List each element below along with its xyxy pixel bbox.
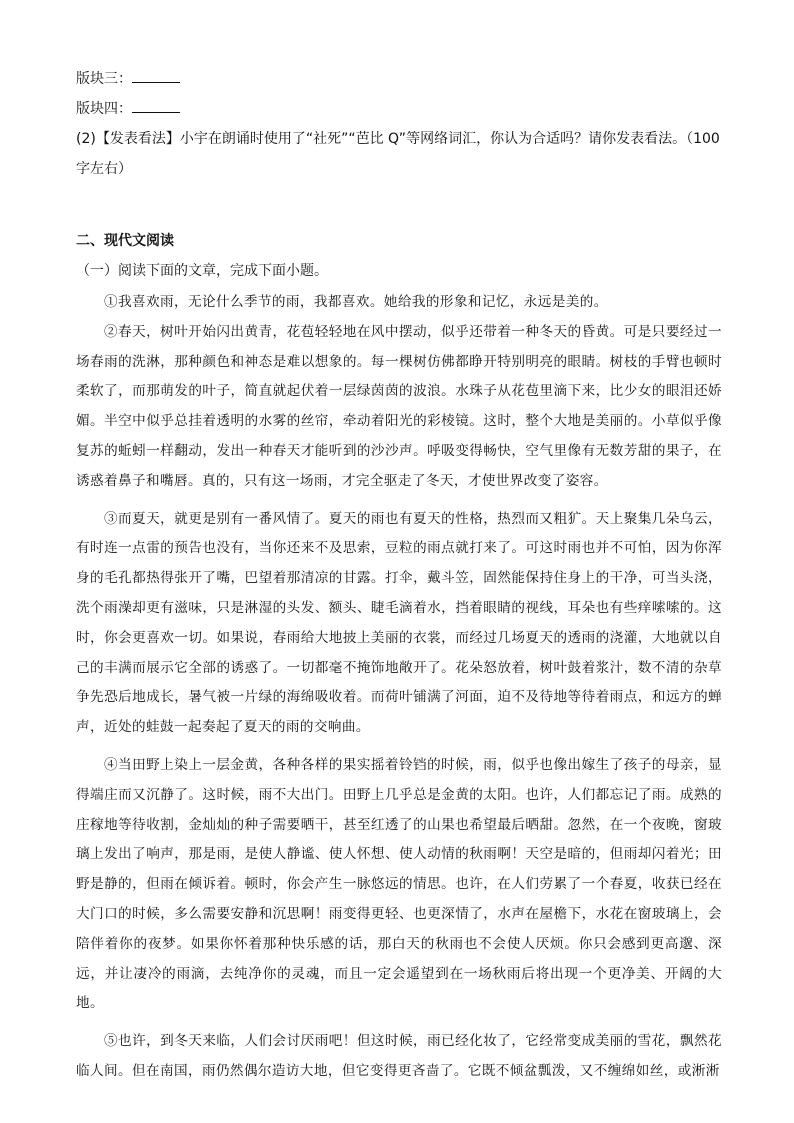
paragraph-3: ③而夏天，就更是别有一番风情了。夏天的雨也有夏天的性格，热烈而又粗犷。天上聚集几朵乌云，有时连一点雷的预告也没有，当你还来不及思索，豆粒的雨点就打来了。可这时雨也并不可怕，因为你浑身的毛孔都热得张开了嘴，巴望着那清凉的甘露。打伞，戴斗笠，固然能保持住身上的干净，可当头浇，洗个雨澡却更有滋味，只是淋湿的头发、额头、睫毛滴着水，挡着眼睛的视线，耳朵也有些痒嗦嗦的。这时，你会更喜欢一切。如果说，春雨给大地披上美丽的衣裳，而经过几场夏天的透雨的浇灌，大地就以自己的丰满而展示它全部的诱惑了。一切都毫不掩饰地敞开了。花朵怒放着，树叶鼓着浆汁，数不清的杂草争先恐后地成长，暑气被一片绿的海绵吸收着。而荷叶铺满了河面，迫不及待地等待着雨点，和远方的蝉声，近处的蛙鼓一起奏起了夏天的雨的交响曲。 [76,510,722,736]
question-2: (2)【发表看法】小宇在朗诵时使用了“社死”“芭比 Q”等网络词汇，你认为合适吗？请你发表看法。（100字左右） [76,131,720,177]
paragraph-5: ⑤也许，到冬天来临，人们会讨厌雨吧！但这时候，雨已经化妆了，它经常变成美丽的雪花，飘然花临人间。但在南国，雨仍然偶尔造访大地，但它变得更吝啬了。它既不倾盆瓢泼，又不缠绵如丝，或淅淅 [76,1033,722,1079]
section-heading: 二、现代文阅读 [76,233,174,249]
paragraph-4: ④当田野上染上一层金黄，各种各样的果实摇着铃铛的时候，雨，似乎也像出嫁生了孩子的母亲，显得端庄而又沉静了。这时候，雨不大出门。田野上几乎总是金黄的太阳。也许，人们都忘记了雨。成熟的庄稼地等待收割，金灿灿的种子需要晒干，甚至红透了的山果也希望最后晒甜。忽然，在一个夜晚，窗玻璃上发出了响声，那是雨，是使人静谧、使人怀想、使人动情的秋雨啊！天空是暗的，但雨却闪着光；田野是静的，但雨在倾诉着。顿时，你会产生一脉悠远的情思。也许，在人们劳累了一个春夏，收获已经在大门口的时候，多么需要安静和沉思啊！雨变得更轻、也更深情了，水声在屋檐下，水花在窗玻璃上，会陪伴着你的夜梦。如果你怀着那种快乐感的话，那白天的秋雨也不会使人厌烦。你只会感到更高邈、深远，并让凄冷的雨滴，去纯净你的灵魂，而且一定会遥望到在一场秋雨后将出现一个更净美、开阔的大地。 [76,756,722,1012]
block4-label: 版块四： [76,101,132,117]
paragraph-1: ①我喜欢雨，无论什么季节的雨，我都喜欢。她给我的形象和记忆，永远是美的。 [104,294,608,310]
reading-instruction: （一）阅读下面的文章，完成下面小题。 [76,263,328,279]
document-page [76,64,722,1087]
block4-answer-blank[interactable] [132,100,180,113]
block3-label: 版块三： [76,71,132,87]
block3-line [76,64,722,94]
block4-line [76,94,722,124]
paragraph-2: ②春天，树叶开始闪出黄青，花苞轻轻地在风中摆动，似乎还带着一种冬天的昏黄。可是只要经过一场春雨的洗淋，那种颜色和神态是难以想象的。每一棵树仿佛都睁开特别明亮的眼睛。树枝的手臂也顿时柔软了，而那萌发的叶子，简直就起伏着一层绿茵茵的波浪。水珠子从花苞里滴下来，比少女的眼泪还娇媚。半空中似乎总挂着透明的水雾的丝帘，牵动着阳光的彩棱镜。这时，整个大地是美丽的。小草似乎像复苏的蚯蚓一样翻动，发出一种春天才能听到的沙沙声。呼吸变得畅快，空气里像有无数芳甜的果子，在诱惑着鼻子和嘴唇。真的，只有这一场雨，才完全驱走了冬天，才使世界改变了姿容。 [76,323,722,489]
block3-answer-blank[interactable] [132,70,180,83]
